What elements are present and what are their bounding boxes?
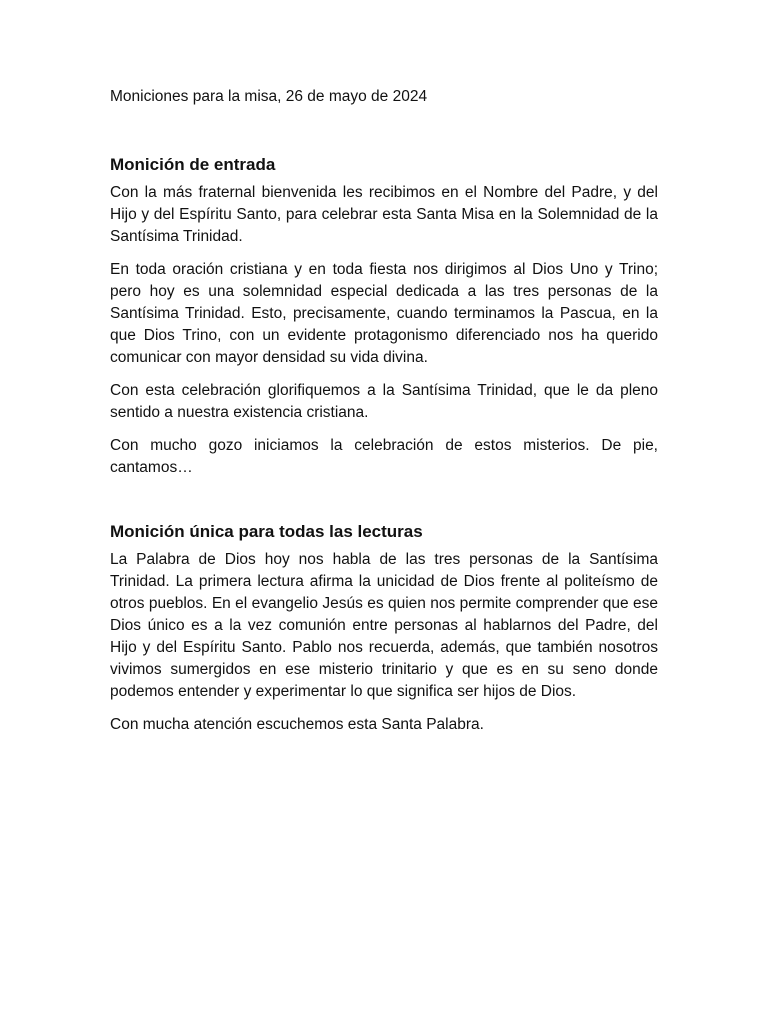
section-monicion-entrada [110,154,658,479]
paragraph: En toda oración cristiana y en toda fiesta nos dirigimos al Dios Uno y Trino; pero hoy es una solemnidad especial dedicada a las tres personas de la Santísima Trinidad. Esto, precisamente, cuando terminamos la Pascua, en la que Dios Trino, con un evidente protagonismo diferenciado nos ha querido comunicar con mayor densidad su vida divina. [110,261,658,366]
section-heading: Monición de entrada [110,155,276,174]
section-monicion-lecturas [110,521,658,736]
paragraph: La Palabra de Dios hoy nos habla de las tres personas de la Santísima Trinidad. La primera lectura afirma la unicidad de Dios frente al politeísmo de otros pueblos. En el evangelio Jesús es quien nos permite comprender que ese Dios único es a la vez comunión entre personas al hablarnos del Padre, del Hijo y del Espíritu Santo. Pablo nos recuerda, además, que también nosotros vivimos sumergidos en ese misterio trinitario y que es en su seno donde podemos entender y experimentar lo que significa ser hijos de Dios. [110,551,658,700]
section-heading: Monición única para todas las lecturas [110,522,423,541]
document-title: Moniciones para la misa, 26 de mayo de 2024 [110,88,428,105]
paragraph: Con esta celebración glorifiquemos a la Santísima Trinidad, que le da pleno sentido a nuestra existencia cristiana. [110,382,658,421]
document-page [110,86,658,736]
paragraph: Con mucha atención escuchemos esta Santa Palabra. [110,716,484,733]
paragraph: Con la más fraternal bienvenida les recibimos en el Nombre del Padre, y del Hijo y del Espíritu Santo, para celebrar esta Santa Misa en la Solemnidad de la Santísima Trinidad. [110,184,658,245]
paragraph: Con mucho gozo iniciamos la celebración de estos misterios. De pie, cantamos… [110,437,658,476]
